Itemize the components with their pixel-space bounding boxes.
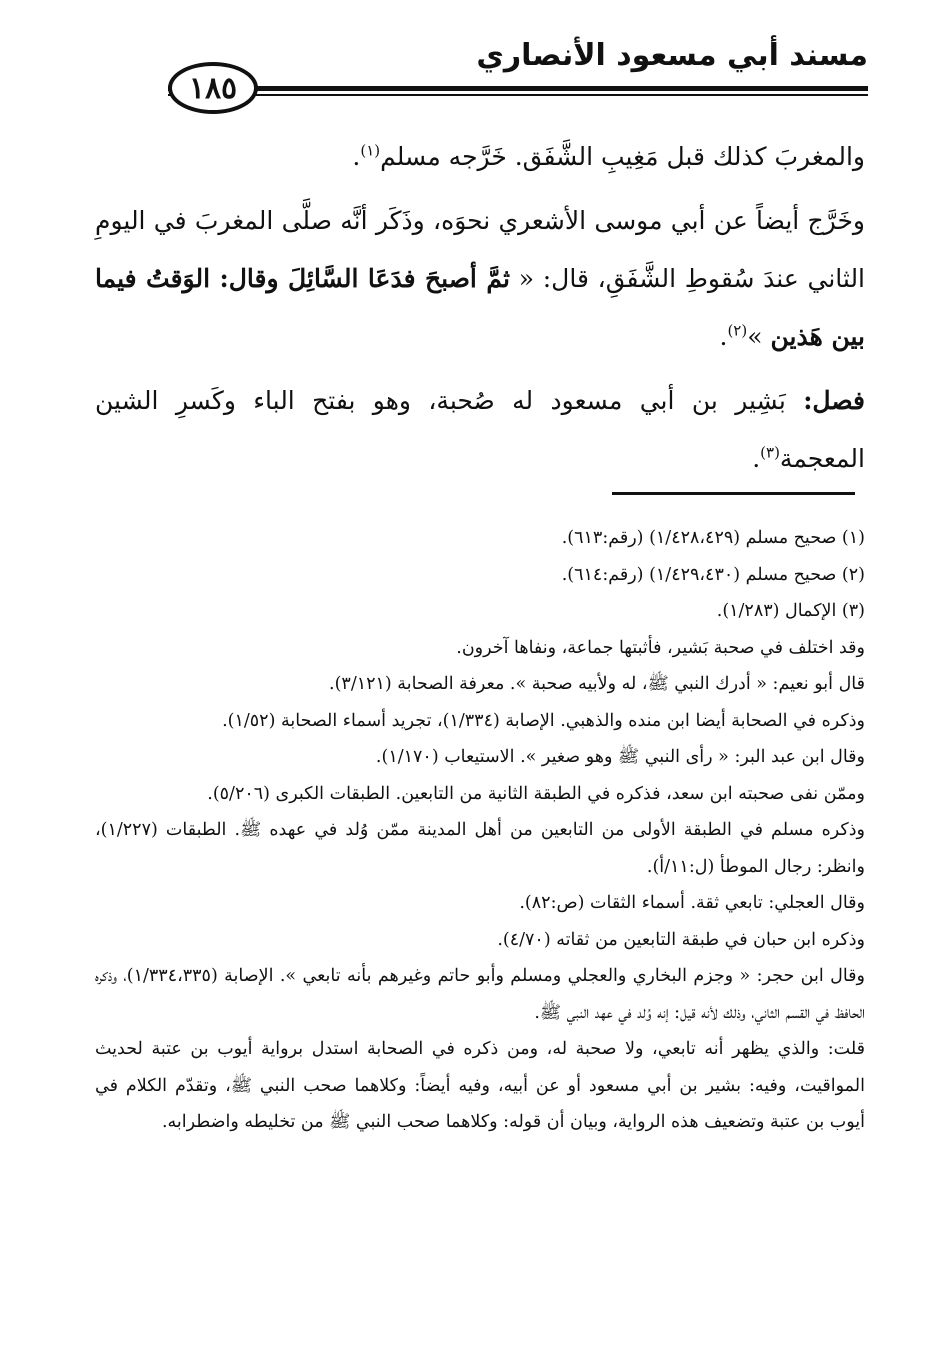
footnote-line: قال أبو نعيم: « أدرك النبي ﷺ، له ولأبيه صحبة ». معرفة الصحابة (٣/١٢١). bbox=[329, 674, 865, 694]
footnote-line: وممّن نفى صحبته ابن سعد، فذكره في الطبقة الثانية من التابعين. الطبقات الكبرى (٥/٢٠٦). bbox=[207, 783, 865, 804]
footnote-divider bbox=[612, 492, 855, 495]
paragraph-3-text: بَشِير بن أبي مسعود له صُحبة، وهو بفتح الباء وكَسرِ الشين المعجمة bbox=[95, 386, 865, 473]
footnote-line: وذكره في الصحابة أيضا ابن منده والذهبي. الإصابة (١/٣٣٤)، تجريد أسماء الصحابة (١/٥٢). bbox=[222, 710, 865, 731]
quote-close: » bbox=[747, 322, 763, 351]
footnotes bbox=[95, 520, 865, 1141]
footnote-2: (٢) صحيح مسلم (١/٤٢٩،٤٣٠) (رقم:٦١٤). bbox=[561, 564, 865, 585]
paragraph-1: والمغربَ كذلك قبل مَغِيبِ الشَّفَق. خَرَّجه مسلم$^{(١)}$. bbox=[352, 141, 865, 171]
footnote-line: وقال العجلي: تابعي ثقة. أسماء الثقات (ص:٨٢). bbox=[519, 893, 865, 913]
footnote-ref-3: (٣) bbox=[760, 443, 780, 462]
footnote-line: وقال ابن عبد البر: « رأى النبي ﷺ وهو صغير ». الاستيعاب (١/١٧٠). bbox=[375, 747, 865, 767]
footnote-3: (٣) الإكمال (١/٢٨٣). bbox=[716, 601, 865, 621]
page-number-oval bbox=[168, 62, 258, 114]
footnote-line: وذكره مسلم في الطبقة الأولى من التابعين من أهل المدينة ممّن وُلد في عهده ﷺ. الطبقات (١/٢٢٧)، وانظر: رجال الموطأ (ل:١١/أ). bbox=[95, 820, 865, 877]
paragraph-3: فصل: بَشِير بن أبي مسعود له صُحبة، وهو بفتح الباء وكَسرِ الشين المعجمة$^{(٣)}$. bbox=[95, 386, 865, 473]
footnote-ref-1: (١) bbox=[360, 141, 381, 160]
footnote-line: قلت: والذي يظهر أنه تابعي، ولا صحبة له، ومن ذكره في الصحابة استدل برواية أيوب بن عتبة لحديث المواقيت، وفيه: بشير بن أبي مسعود أو عن أبيه، وفيه أيضاً: وكلاهما صحب النبي ﷺ، وتقدّم الكلام في أيوب بن عتبة وتضعيف هذه الرواية، وبيان أن قوله: وكلاهما صحب النبي ﷺ من تخليطه واضطرابه. bbox=[95, 1039, 865, 1132]
footnote-ref-2: (٢) bbox=[727, 321, 748, 340]
header-rule-thin bbox=[168, 94, 868, 96]
paragraph-1-text: والمغربَ كذلك قبل مَغِيبِ الشَّفَق. خَرَّجه مسلم bbox=[380, 142, 865, 171]
page-number: ١٨٥ bbox=[188, 70, 238, 106]
hadith-quote: ثمَّ أصبحَ فدَعَا السَّائِلَ وقال: الوَقتُ فيما بين هَذين bbox=[95, 264, 865, 351]
footnote-1: (١) صحيح مسلم (١/٤٢٨،٤٢٩) (رقم:٦١٣). bbox=[561, 528, 865, 548]
footnote-line: وقد اختلف في صحبة بَشير، فأثبتها جماعة، ونفاها آخرون. bbox=[456, 637, 865, 658]
paragraph-2-text: وخَرَّج أيضاً عن أبي موسى الأشعري نحوَه، وذَكَر أنَّه صلَّى المغربَ في اليومِ الثاني عندَ سُقوطِ الشَّفَقِ، قال: « bbox=[95, 206, 866, 293]
section-label: فصل: bbox=[803, 386, 865, 415]
footnote-line: وقال ابن حجر: « وجزم البخاري والعجلي ومسلم وأبو حاتم وغيرهم بأنه تابعي ». الإصابة (١/٣٣٤،٣٣٥)، وذكره الحافظ في القسم الثاني، وذلك لأنه قيل: إنه وُلد في عهد النبي ﷺ. bbox=[95, 966, 865, 1023]
paragraph-2: وخَرَّج أيضاً عن أبي موسى الأشعري نحوَه، وذَكَر أنَّه صلَّى المغربَ في اليومِ الثاني عندَ سُقوطِ الشَّفَقِ، قال: « ثمَّ أصبحَ فدَعَا السَّائِلَ وقال: الوَقتُ فيما بين هَذين »$^{(٢)}$. bbox=[95, 206, 866, 351]
page-header bbox=[168, 38, 868, 106]
header-rule-thick bbox=[168, 86, 868, 91]
footnote-line: وذكره ابن حبان في طبقة التابعين من ثقاته (٤/٧٠). bbox=[497, 929, 865, 950]
main-text bbox=[95, 128, 865, 488]
running-title: مسند أبي مسعود الأنصاري bbox=[476, 38, 868, 73]
